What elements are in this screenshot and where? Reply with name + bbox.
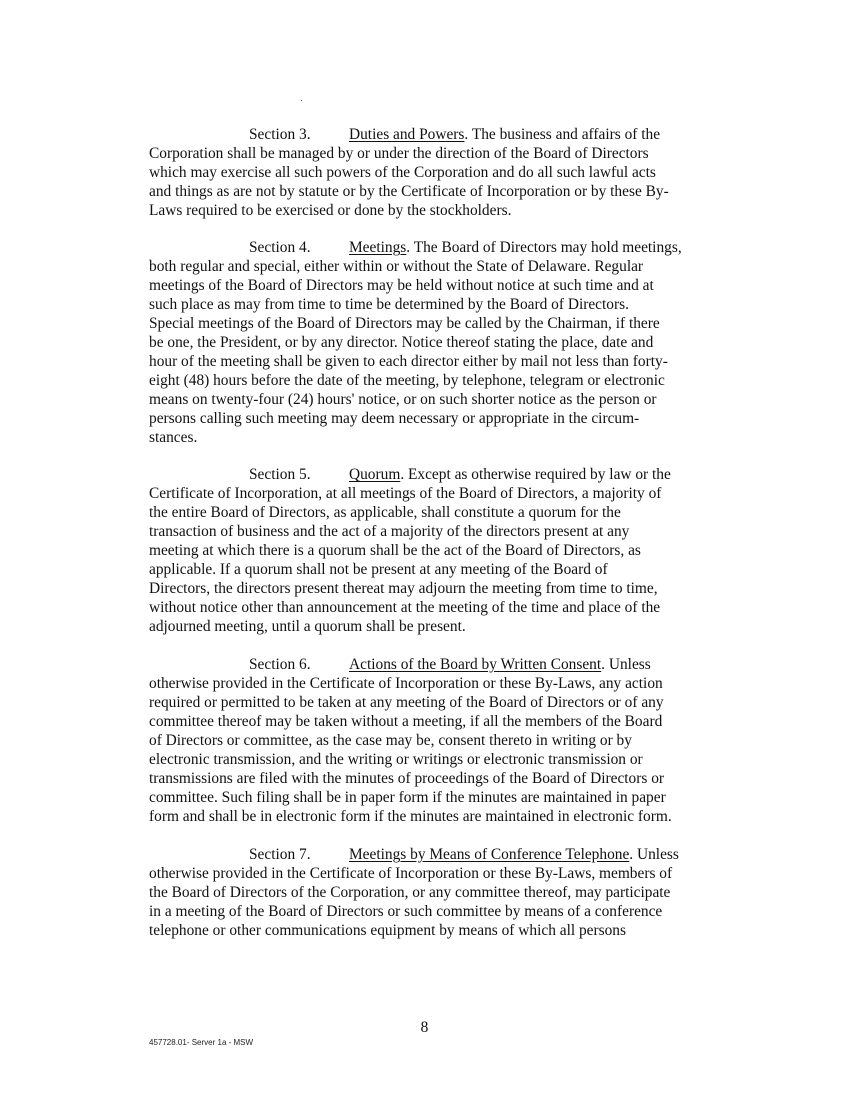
section-6 bbox=[149, 655, 719, 826]
section-heading: Meetings by Means of Conference Telephone bbox=[349, 846, 630, 863]
section-text-line: committee thereof may be taken without a meeting, if all the members of the Board bbox=[149, 713, 663, 730]
section-first-line bbox=[149, 125, 719, 144]
section-text-line: Special meetings of the Board of Directors may be called by the Chairman, if there bbox=[149, 315, 660, 332]
section-text: . Unless bbox=[629, 846, 679, 863]
section-text-line: eight (48) hours before the date of the meeting, by telephone, telegram or electronic bbox=[149, 372, 665, 389]
section-text-line: such place as may from time to time be determined by the Board of Directors. bbox=[149, 296, 629, 313]
section-text-line: telephone or other communications equipment by means of which all persons bbox=[149, 922, 626, 939]
section-text-line: hour of the meeting shall be given to each director either by mail not less than forty- bbox=[149, 353, 668, 370]
section-3 bbox=[149, 125, 719, 220]
section-text-line: form and shall be in electronic form if the minutes are maintained in electronic form. bbox=[149, 808, 672, 825]
section-4 bbox=[149, 238, 719, 447]
section-text-line: stances. bbox=[149, 429, 198, 446]
document-id: 457728.01- Server 1a - MSW bbox=[149, 1038, 254, 1047]
section-text-line: in a meeting of the Board of Directors or such committee by means of a conference bbox=[149, 903, 663, 920]
section-text-line: means on twenty-four (24) hours' notice, or on such shorter notice as the person or bbox=[149, 391, 657, 408]
section-text-line: Certificate of Incorporation, at all meetings of the Board of Directors, a majority of bbox=[149, 485, 662, 502]
section-text: . The Board of Directors may hold meetings, bbox=[406, 239, 682, 256]
section-label: Section 3. bbox=[249, 126, 311, 143]
section-text-line: meeting at which there is a quorum shall be the act of the Board of Directors, as bbox=[149, 542, 641, 559]
section-text-line: which may exercise all such powers of the Corporation and do all such lawful acts bbox=[149, 164, 656, 181]
section-text-line: of Directors or committee, as the case may be, consent thereto in writing or by bbox=[149, 732, 632, 749]
section-label: Section 6. bbox=[249, 656, 311, 673]
section-7 bbox=[149, 845, 719, 940]
scan-speck bbox=[301, 100, 302, 101]
section-text: . The business and affairs of the bbox=[464, 126, 661, 143]
section-heading: Quorum bbox=[349, 466, 401, 483]
section-text: . Unless bbox=[601, 656, 651, 673]
section-text-line: the entire Board of Directors, as applicable, shall constitute a quorum for the bbox=[149, 504, 621, 521]
section-text-line: committee. Such filing shall be in paper form if the minutes are maintained in paper bbox=[149, 789, 666, 806]
section-text-line: the Board of Directors of the Corporation, or any committee thereof, may participate bbox=[149, 884, 671, 901]
section-text-line: be one, the President, or by any director. Notice thereof stating the place, date and bbox=[149, 334, 654, 351]
section-heading: Duties and Powers bbox=[349, 126, 465, 143]
section-heading: Actions of the Board by Written Consent bbox=[349, 656, 602, 673]
section-text-line: persons calling such meeting may deem necessary or appropriate in the circum- bbox=[149, 410, 640, 427]
section-first-line bbox=[149, 655, 719, 674]
section-label: Section 5. bbox=[249, 466, 311, 483]
section-heading: Meetings bbox=[349, 239, 407, 256]
section-text-line: transmissions are filed with the minutes of proceedings of the Board of Directors or bbox=[149, 770, 665, 787]
section-text-line: Directors, the directors present thereat may adjourn the meeting from time to time, bbox=[149, 580, 658, 597]
section-text-line: without notice other than announcement at the meeting of the time and place of the bbox=[149, 599, 661, 616]
section-label: Section 4. bbox=[249, 239, 311, 256]
section-first-line bbox=[149, 238, 719, 257]
section-text-line: adjourned meeting, until a quorum shall be present. bbox=[149, 618, 466, 635]
section-text-line: both regular and special, either within or without the State of Delaware. Regular bbox=[149, 258, 644, 275]
section-text-line: applicable. If a quorum shall not be present at any meeting of the Board of bbox=[149, 561, 608, 578]
section-5 bbox=[149, 465, 719, 636]
section-text-line: meetings of the Board of Directors may be held without notice at such time and at bbox=[149, 277, 654, 294]
section-text: . Except as otherwise required by law or the bbox=[400, 466, 671, 483]
section-first-line bbox=[149, 845, 719, 864]
section-text-line: otherwise provided in the Certificate of Incorporation or these By-Laws, members of bbox=[149, 865, 673, 882]
section-text-line: required or permitted to be taken at any meeting of the Board of Directors or of any bbox=[149, 694, 664, 711]
section-text-line: transaction of business and the act of a majority of the directors present at any bbox=[149, 523, 630, 540]
section-text-line: Corporation shall be managed by or under the direction of the Board of Directors bbox=[149, 145, 649, 162]
section-text-line: Laws required to be exercised or done by the stockholders. bbox=[149, 202, 512, 219]
page-number: 8 bbox=[420, 1019, 429, 1036]
section-text-line: and things as are not by statute or by the Certificate of Incorporation or by these By- bbox=[149, 183, 669, 200]
section-first-line bbox=[149, 465, 719, 484]
section-label: Section 7. bbox=[249, 846, 311, 863]
section-text-line: otherwise provided in the Certificate of Incorporation or these By-Laws, any action bbox=[149, 675, 663, 692]
section-text-line: electronic transmission, and the writing or writings or electronic transmission or bbox=[149, 751, 643, 768]
